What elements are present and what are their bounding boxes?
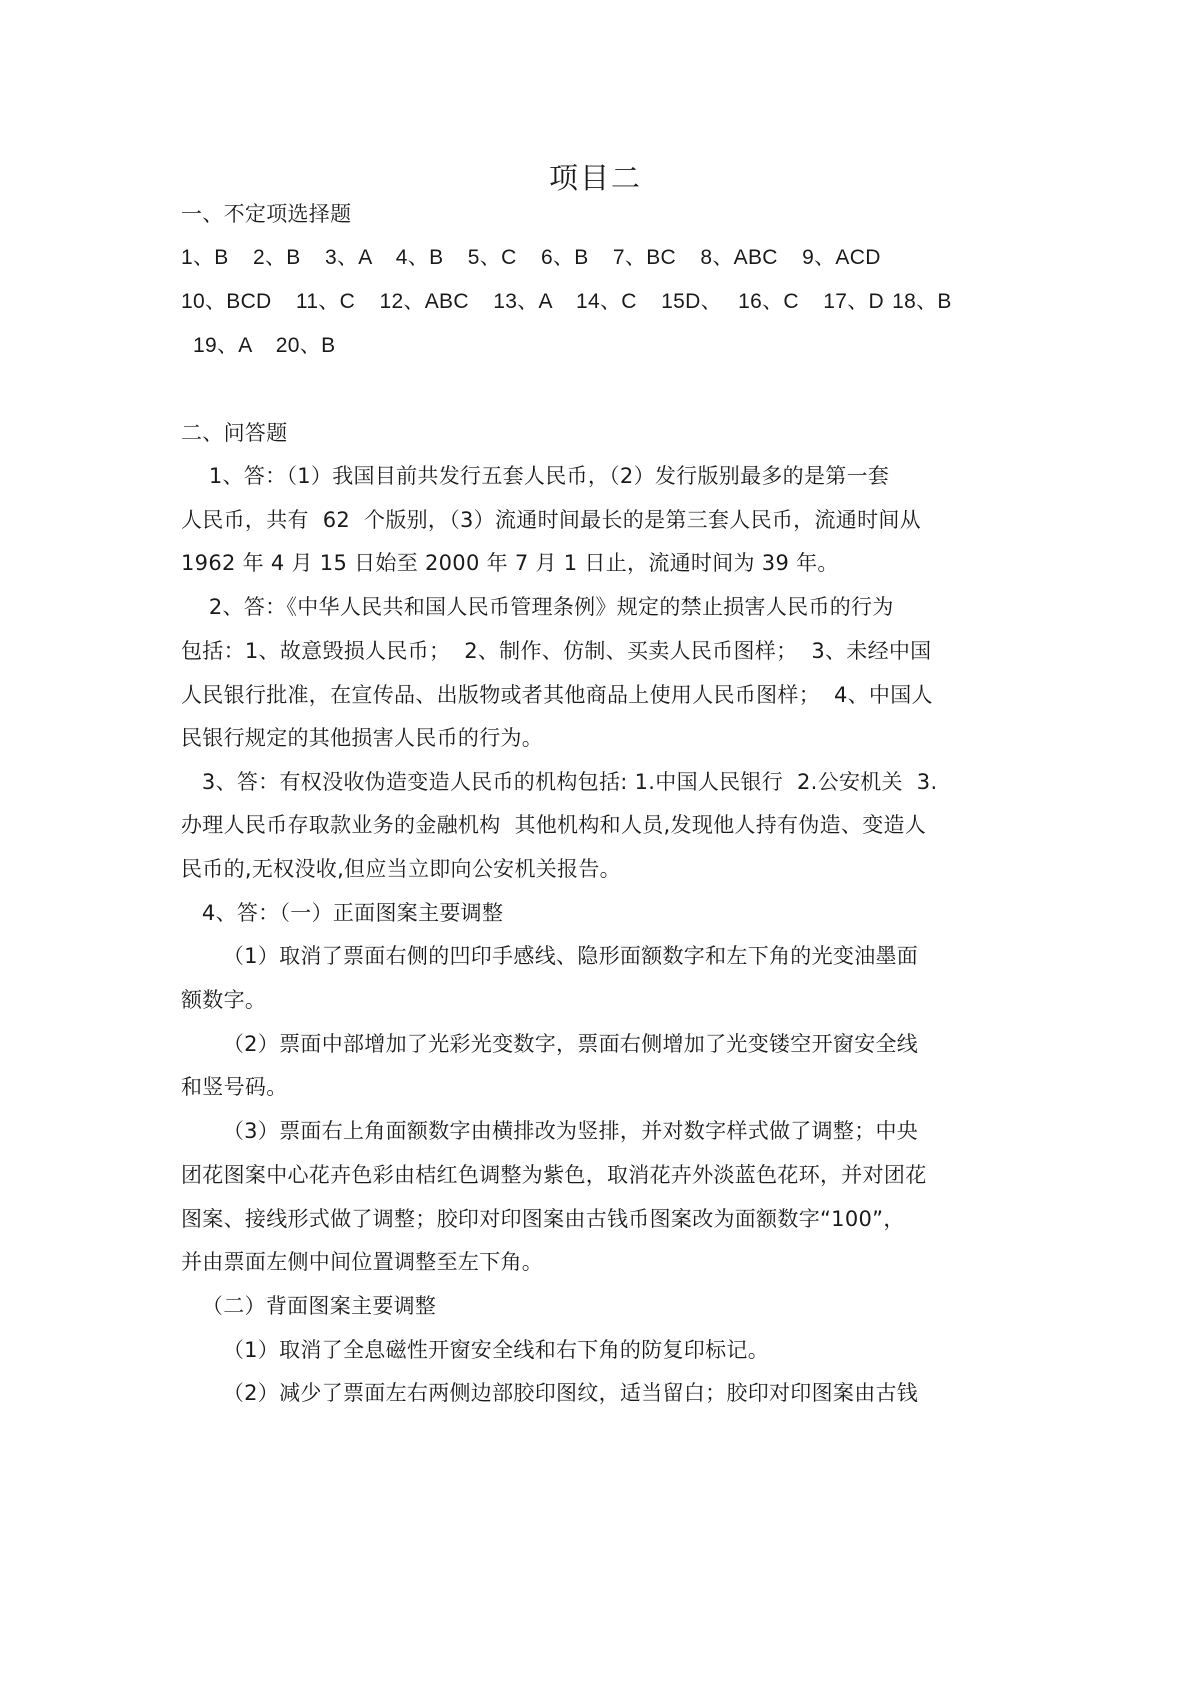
text-line: 3、答：有权没收伪造变造人民币的机构包括: 1.中国人民银行 2.公安机关 3.: [181, 770, 938, 794]
text-line: 包括：1、故意毁损人民币； 2、制作、仿制、买卖人民币图样； 3、未经中国: [181, 639, 932, 663]
text-line: 4、答：（一）正面图案主要调整: [181, 901, 504, 925]
text-line: 图案、接线形式做了调整；胶印对印图案由古钱币图案改为面额数字“100”，: [181, 1207, 905, 1231]
text-line: （2）减少了票面左右两侧边部胶印图纹，适当留白；胶印对印图案由古钱: [181, 1381, 919, 1405]
text-line: （2）票面中部增加了光彩光变数字，票面右侧增加了光变镂空开窗安全线: [181, 1032, 919, 1056]
text-line: 额数字。: [181, 988, 267, 1012]
text-line: 和竖号码。: [181, 1075, 288, 1099]
page-title: 项目二: [548, 161, 642, 195]
text-line: 2、答：《中华人民共和国人民币管理条例》规定的禁止损害人民币的行为: [181, 595, 894, 619]
text-line: （3）票面右上角面额数字由横排改为竖排，并对数字样式做了调整；中央: [181, 1119, 919, 1143]
section-heading-qa: 二、问答题: [181, 421, 288, 445]
text-line: 1962 年 4 月 15 日始至 2000 年 7 月 1 日止，流通时间为 39 年。: [181, 551, 839, 575]
section-heading-choice: 一、不定项选择题: [181, 202, 352, 226]
text-line: 人民币，共有 62 个版别，（3）流通时间最长的是第三套人民币，流通时间从: [181, 508, 921, 532]
text-line: 并由票面左侧中间位置调整至左下角。: [181, 1250, 544, 1274]
text-line: 人民银行批准，在宣传品、出版物或者其他商品上使用人民币图样； 4、中国人: [181, 683, 933, 707]
answer-line: 1、B 2、B 3、A 4、B 5、C 6、B 7、BC 8、ABC 9、ACD: [181, 246, 881, 269]
text-line: （1）取消了票面右侧的凹印手感线、隐形面额数字和左下角的光变油墨面: [181, 944, 919, 968]
text-line: 民币的,无权没收,但应当立即向公安机关报告。: [181, 857, 621, 881]
text-line: 团花图案中心花卉色彩由桔红色调整为紫色，取消花卉外淡蓝色花环，并对团花: [181, 1163, 927, 1187]
text-line: 民银行规定的其他损害人民币的行为。: [181, 726, 544, 750]
text-line: 办理人民币存取款业务的金融机构 其他机构和人员,发现他人持有伪造、变造人: [181, 813, 927, 837]
answer-line: 10、BCD 11、C 12、ABC 13、A 14、C 15D、 16、C 17、D 18、B: [181, 290, 952, 313]
text-line: 1、答：（1）我国目前共发行五套人民币，（2）发行版别最多的是第一套: [181, 464, 890, 488]
text-line: （1）取消了全息磁性开窗安全线和右下角的防复印标记。: [181, 1338, 770, 1362]
text-line: （二）背面图案主要调整: [181, 1294, 437, 1318]
answer-line: 19、A 20、B: [193, 334, 336, 357]
